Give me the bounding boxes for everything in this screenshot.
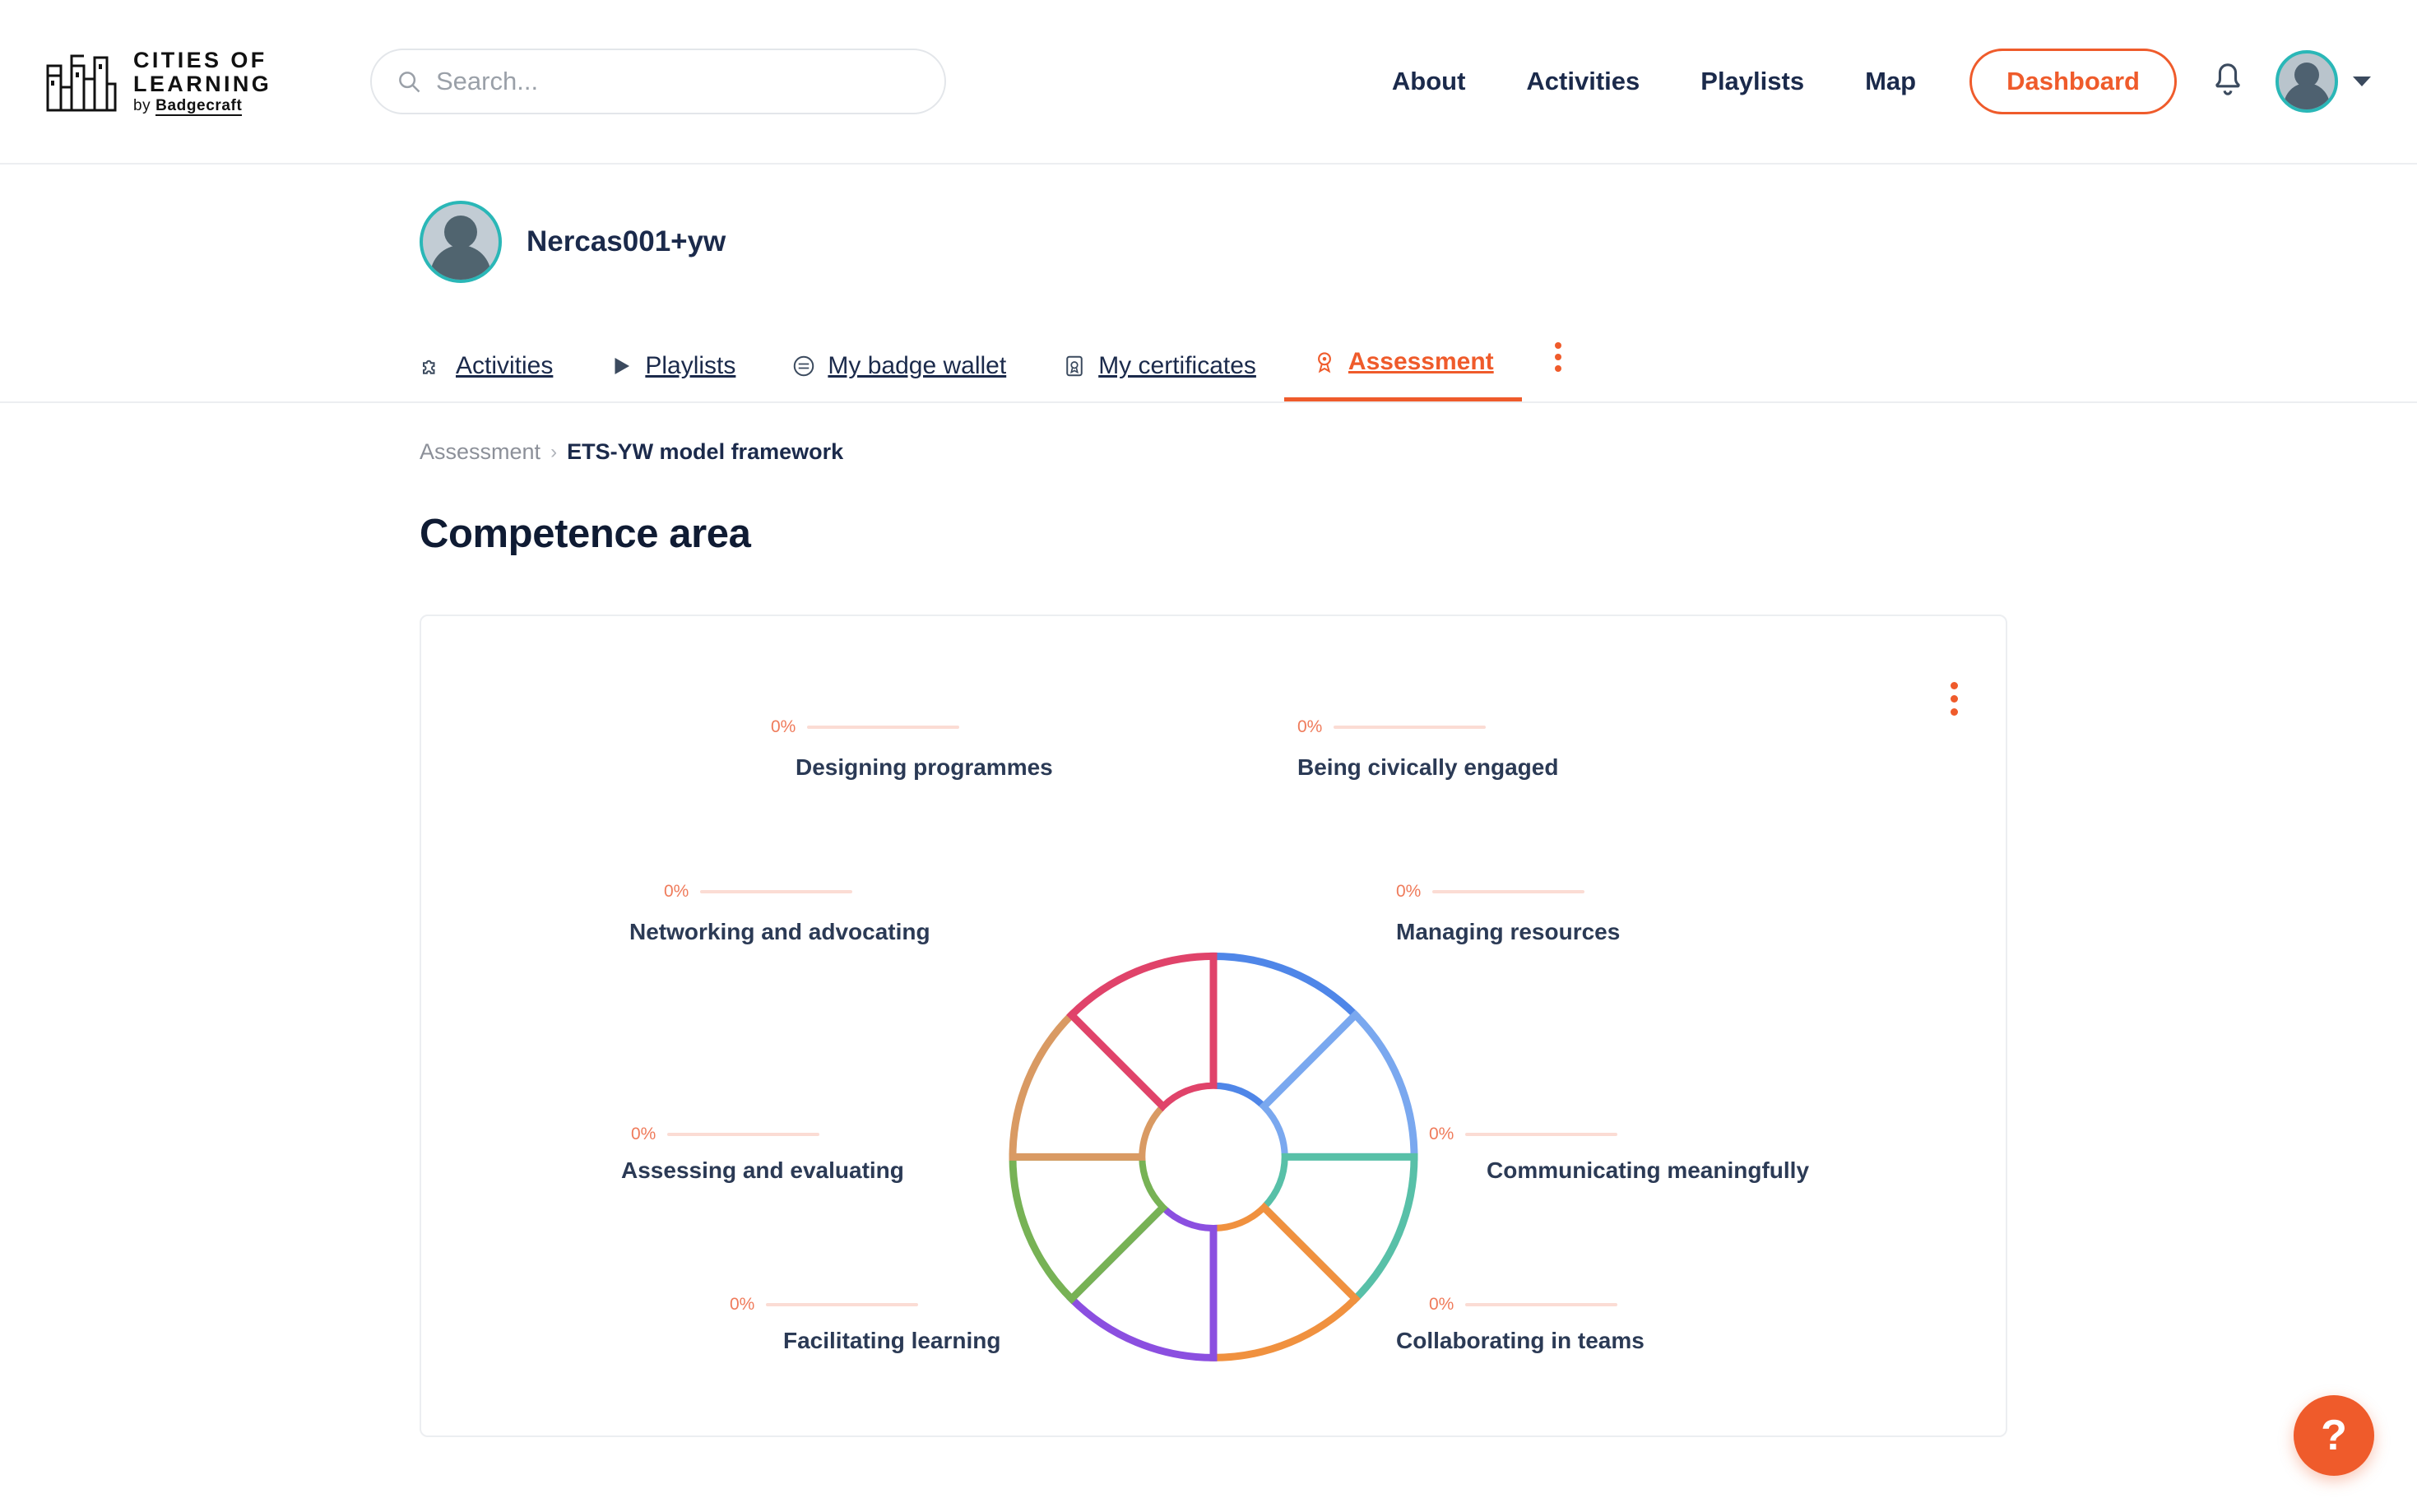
logo-line-2: LEARNING [133, 71, 272, 96]
logo-byline-brand: Badgecraft [155, 96, 243, 114]
tabs-overflow-kebab-menu-icon[interactable] [1522, 342, 1583, 401]
wheel-label-collaborating-in-teams: Collaborating in teams [1396, 1328, 1645, 1353]
logo-byline-prefix: by [133, 96, 156, 114]
profile-name: Nercas001+yw [527, 225, 726, 257]
wheel-label-networking-and-advocating: Networking and advocating [629, 919, 930, 944]
certificate-icon [1062, 354, 1087, 378]
tab-activities[interactable] [420, 352, 581, 401]
nav-item-playlists[interactable]: Playlists [1700, 67, 1805, 95]
nav-item-activities[interactable]: Activities [1526, 67, 1640, 95]
avatar-head [444, 216, 477, 248]
wheel-value-designing-programmes: 0% [771, 717, 959, 737]
wheel-value-managing-resources: 0% [1396, 882, 1584, 902]
value-bar [1465, 1303, 1617, 1306]
breadcrumb-item-assessment[interactable]: Assessment [420, 439, 541, 464]
dashboard-button[interactable]: Dashboard [1969, 49, 2177, 114]
wheel-value-communicating-meaningfully: 0% [1429, 1125, 1617, 1144]
value-bar [700, 890, 852, 893]
tab-label: My certificates [1098, 352, 1256, 379]
cities-of-learning-logo-icon [46, 51, 117, 112]
wheel-value-facilitating-learning: 0% [730, 1295, 918, 1315]
app-header [0, 0, 2417, 165]
value-bar [1465, 1133, 1617, 1136]
wheel-label-managing-resources: Managing resources [1396, 919, 1621, 944]
profile-bar [0, 165, 2417, 283]
wheel-value-networking-and-advocating: 0% [664, 882, 852, 902]
competence-area-card [420, 615, 2007, 1437]
avatar[interactable] [2276, 50, 2338, 113]
tab-label: My badge wallet [828, 352, 1007, 379]
breadcrumb [0, 403, 2417, 465]
tab-label: Assessment [1348, 348, 1494, 375]
bell-icon[interactable] [2210, 62, 2246, 101]
tab-my-badge-wallet[interactable] [763, 352, 1034, 401]
badge-icon [791, 354, 816, 378]
wheel-value-assessing-and-evaluating: 0% [631, 1125, 819, 1144]
search-input[interactable] [436, 67, 920, 96]
assessment-icon [1312, 350, 1337, 374]
wheel-label-facilitating-learning: Facilitating learning [783, 1328, 1001, 1353]
wheel-value-collaborating-in-teams: 0% [1429, 1295, 1617, 1315]
help-button[interactable]: ? [2294, 1395, 2374, 1476]
tab-label: Activities [456, 352, 554, 379]
wheel-labels [421, 616, 2006, 1435]
nav-item-about[interactable]: About [1391, 67, 1466, 95]
logo-line-1: CITIES OF [133, 48, 267, 73]
chevron-down-icon[interactable] [2353, 77, 2371, 86]
tab-playlists[interactable] [581, 352, 763, 401]
wheel-label-being-civically-engaged: Being civically engaged [1297, 754, 1559, 780]
search-icon [397, 69, 421, 94]
tab-label: Playlists [645, 352, 736, 379]
profile-tabs [0, 324, 2417, 403]
value-bar [766, 1303, 918, 1306]
profile-avatar[interactable] [420, 201, 502, 283]
tab-my-certificates[interactable] [1034, 352, 1284, 401]
avatar-body [2284, 83, 2330, 111]
tab-assessment[interactable] [1284, 348, 1522, 401]
value-bar [667, 1133, 819, 1136]
breadcrumb-current: ETS-YW model framework [567, 439, 844, 464]
wheel-label-designing-programmes: Designing programmes [796, 754, 1053, 780]
search-bar[interactable] [370, 49, 946, 114]
value-bar [1432, 890, 1584, 893]
puzzle-icon [420, 354, 444, 378]
wheel-label-communicating-meaningfully: Communicating meaningfully [1487, 1157, 1810, 1183]
value-bar [807, 726, 959, 729]
value-bar [1334, 726, 1486, 729]
play-icon [609, 354, 633, 378]
logo-line-3 [133, 98, 271, 114]
page-title: Competence area [420, 512, 751, 556]
nav-item-map[interactable]: Map [1865, 67, 1917, 95]
wheel-value-being-civically-engaged: 0% [1297, 717, 1486, 737]
breadcrumb-separator-icon: › [550, 440, 558, 463]
wheel-label-assessing-and-evaluating: Assessing and evaluating [621, 1157, 904, 1183]
main-nav [1362, 49, 2371, 114]
logo[interactable] [46, 49, 342, 114]
avatar-body [430, 245, 491, 281]
